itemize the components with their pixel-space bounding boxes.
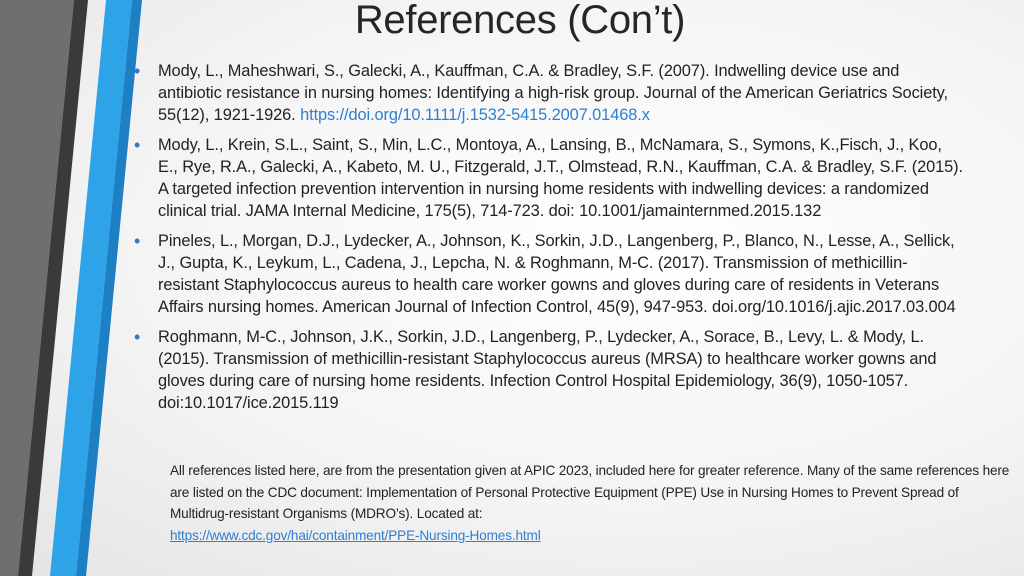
reference-list bbox=[134, 60, 964, 422]
reference-link[interactable]: https://doi.org/10.1111/j.1532-5415.2007.01468.x bbox=[300, 106, 650, 124]
reference-text: Mody, L., Krein, S.L., Saint, S., Min, L.C., Montoya, A., Lansing, B., McNamara, S., Symons, K.,Fisch, J., Koo, E., Rye, R.A., Galecki, A., Kabeto, M. U., Fitzgerald, J.T., Olmstead, R.N., Kauffman, C.A. & Bradley, S.F. (2015). A targeted infection prevention intervention in nursing home residents with indwelling devices: a randomized clinical trial. JAMA Internal Medicine, 175(5), 714-723. doi: 10.1001/jamainternmed.2015.132 bbox=[158, 136, 963, 220]
bullet: • bbox=[134, 135, 141, 155]
reference-item bbox=[134, 230, 964, 318]
footnote bbox=[170, 460, 1020, 546]
reference-item bbox=[134, 326, 964, 414]
footnote-text: All references listed here, are from the presentation given at APIC 2023, included here for greater reference. Many of the same references here are listed on the CDC document: Implementation of Personal Protective Equipment (PPE) Use in Nursing Homes to Prevent Spread of Multidrug-resistant Organisms (MDRO’s). Located at: bbox=[170, 463, 1010, 521]
page-title: References (Con’t) bbox=[354, 0, 686, 42]
reference-text: Pineles, L., Morgan, D.J., Lydecker, A., Johnson, K., Sorkin, J.D., Langenberg, P., Blanco, N., Lesse, A., Sellick, J., Gupta, K., Leykum, L., Cadena, J., Lepcha, N. & Roghmann, M-C. (2017). Transmission of methicillin-resistant Staphylococcus aureus to health care worker gowns and gloves during care of residents in Veterans Affairs nursing homes. American Journal of Infection Control, 45(9), 947-953. doi.org/10.1016/j.ajic.2017.03.004 bbox=[158, 232, 956, 316]
bullet: • bbox=[134, 61, 141, 81]
bullet: • bbox=[134, 231, 141, 251]
reference-item bbox=[134, 60, 964, 126]
cdc-link[interactable]: https://www.cdc.gov/hai/containment/PPE-Nursing-Homes.html bbox=[170, 527, 541, 543]
reference-text: Roghmann, M-C., Johnson, J.K., Sorkin, J.D., Langenberg, P., Lydecker, A., Sorace, B., Levy, L. & Mody, L. (2015). Transmission of methicillin-resistant Staphylococcus aureus (MRSA) to healthcare worker gowns and gloves during care of nursing home residents. Infection Control Hospital Epidemiology, 36(9), 1050-1057. doi:10.1017/ice.2015.119 bbox=[158, 328, 937, 412]
reference-item bbox=[134, 134, 964, 222]
bullet: • bbox=[134, 327, 141, 347]
reference-text: Mody, L., Maheshwari, S., Galecki, A., Kauffman, C.A. & Bradley, S.F. (2007). Indwelling device use and antibiotic resistance in nursing homes: Identifying a high-risk group. Journal of the American Geriatrics Society, 55(12), 1921-1926. bbox=[158, 62, 949, 124]
